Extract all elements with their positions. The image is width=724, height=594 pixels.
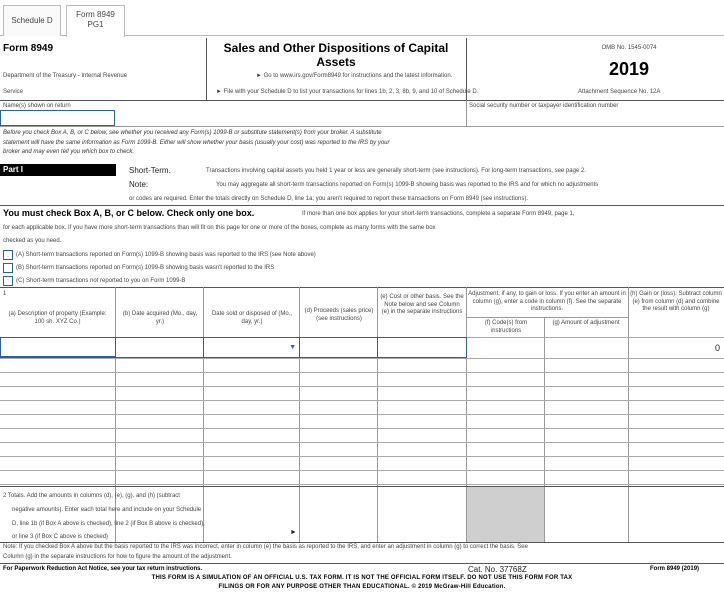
col-e-header: (e) Cost or other basis. See the Note below and see Column (e) in the separate instructions — [380, 294, 464, 315]
form-number: Form 8949 — [3, 43, 54, 54]
col-d-header: (d) Proceeds (sales price) (see instructions) — [304, 308, 374, 322]
form-footer-year: Form 8949 (2019) — [650, 566, 700, 572]
part-desc: Transactions involving capital assets you held 1 year or less are generally short-term (see instructions). For long-term transactions, see page 2. — [206, 168, 586, 174]
footnote-line-2: Column (g) in the separate instructions for how to figure the amount of the adjustment. — [3, 554, 232, 560]
date-acquired-input[interactable] — [115, 337, 204, 358]
box-c-label: (C) Short-term transactions not reported to you on Form 1099-B — [16, 278, 186, 284]
totals-line-2: negative amounts). Enter each total here and include on your Schedule — [12, 506, 202, 513]
chevron-down-icon[interactable]: ▼ — [289, 344, 296, 351]
tab-bar — [0, 0, 724, 36]
line-1-label: 1 — [3, 291, 7, 297]
adjustment-header: Adjustment, if any, to gain or loss. If you enter an amount in column (g), enter a code in column (f). See the separate instructions. — [468, 291, 626, 312]
note-line-1: You may aggregate all short-term transactions reported on Form(s) 1099-B showing basis was reported to the IRS and for which no adjustments — [216, 182, 599, 188]
intro-line-1: Before you check Box A, B, or C below, see whether you received any Form(s) 1099-B or substitute statement(s) from your broker. A substitute — [3, 130, 382, 136]
totals-line-4: or line 3 (if Box C above is checked) — [12, 534, 109, 541]
cost-basis-input[interactable] — [377, 337, 467, 358]
col-h-header: (h) Gain or (loss). Subtract column (e) from column (d) and combine the result with column (g) — [630, 291, 722, 312]
col-f-header: (f) Code(s) from instructions — [484, 320, 528, 334]
part-label-text: Part I — [3, 165, 24, 174]
col-g-header: (g) Amount of adjustment — [552, 320, 620, 326]
arrow-right-icon: ► — [290, 529, 297, 536]
file-text: File with your Schedule D to list your transactions for lines 1b, 2, 3, 8b, 9, and 10 of Schedule D. — [223, 89, 479, 95]
note-label: Note: — [129, 180, 149, 189]
name-label: Name(s) shown on return — [3, 103, 71, 109]
tab-form-8949-label: Form 8949 — [76, 10, 115, 19]
simulation-line-1: THIS FORM IS A SIMULATION OF AN OFFICIAL U.S. TAX FORM. IT IS NOT THE OFFICIAL FORM ITSELF. DO NOT USE THIS FORM FOR TAX — [151, 575, 573, 581]
box-a-label: (A) Short-term transactions reported on Form(s) 1099-B showing basis was reported to the IRS (see Note above) — [16, 252, 316, 258]
tab-form-8949-sub: PG1 — [87, 19, 104, 29]
totals-line-3: D, line 1b (if Box A above is checked), line 2 (if Box B above is checked), — [12, 520, 205, 527]
note-line-2: or codes are required. Enter the totals directly on Schedule D, line 1a; you aren't required to report these transactions on Form 8949 (see instructions). — [129, 196, 529, 202]
tab-form-8949[interactable] — [66, 5, 125, 37]
goto-text: Go to www.irs.gov/Form8949 for instructions and the latest information. — [263, 73, 453, 79]
omb-number: OMB No. 1545-0074 — [601, 45, 657, 51]
col-a-header: (a) Description of property (Example: 100 sh. XYZ Co.) — [8, 311, 107, 325]
tax-year: 2019 — [608, 59, 650, 79]
intro-text — [3, 129, 390, 158]
dept-treasury: Department of the Treasury - Internal Revenue — [3, 73, 128, 79]
tab-schedule-d[interactable] — [3, 5, 61, 36]
dept-service: Service — [3, 89, 24, 95]
tab-schedule-d-label: Schedule D — [11, 16, 53, 25]
totals-code-shaded — [467, 487, 544, 542]
part-label — [0, 164, 116, 176]
col-c-header: Date sold or disposed of (Mo., day, yr.) — [211, 311, 293, 325]
totals-text — [3, 490, 205, 545]
part-name: Short-Term. — [129, 166, 171, 175]
file-instructions — [216, 89, 478, 96]
box-b-label: (B) Short-term transactions reported on Form(s) 1099-B showing basis wasn't reported to the IRS — [16, 265, 275, 271]
arrow-right-icon: ► — [216, 89, 224, 95]
intro-line-3: broker and may even tell you which box to check. — [3, 149, 135, 156]
intro-line-2: statement will have the same information as Form 1099-B. Either will show whether your basis (usually your cost) was reported to the IRS by your — [3, 139, 390, 146]
name-input[interactable] — [0, 110, 115, 126]
attachment-seq: Attachment Sequence No. 12A — [578, 89, 661, 95]
box-c-checkbox[interactable] — [3, 276, 13, 286]
proceeds-input[interactable] — [299, 337, 378, 358]
col-b-header: (b) Date acquired (Mo., day, yr.) — [122, 311, 198, 325]
must-check: You must check Box A, B, or C below. Check only one box. — [3, 208, 255, 218]
goto-instructions — [256, 73, 452, 80]
footnote-line-1: Note: If you checked Box A above but the basis reported to the IRS was incorrect, enter in column (e) the basis as reported to the IRS, and enter an adjustment in column (g) to correct the basis. See — [3, 544, 528, 550]
box-b-checkbox[interactable] — [3, 263, 13, 273]
paperwork-notice: For Paperwork Reduction Act Notice, see your tax return instructions. — [3, 566, 203, 572]
must-check-line-2: for each applicable box. If you have more short-term transactions than will fit on this page for one or more of the boxes, complete as many forms with the same box — [3, 225, 436, 231]
box-a-checkbox[interactable] — [3, 250, 13, 260]
arrow-right-icon: ► — [256, 73, 264, 79]
must-check-right: If more than one box applies for your short-term transactions, complete a separate Form 8949, page 1, — [302, 211, 575, 217]
ssn-label: Social security number or taxpayer identification number — [469, 103, 619, 109]
date-sold-select[interactable] — [203, 337, 300, 358]
simulation-line-2: FILINGS OR FOR ANY PURPOSE OTHER THAN EDUCATIONAL. © 2019 McGraw-Hill Education. — [218, 584, 506, 590]
totals-line-1: 2 Totals. Add the amounts in columns (d), (e), (g), and (h) (subtract — [3, 493, 180, 499]
must-check-line-3: checked as you need. — [3, 238, 62, 244]
description-input[interactable] — [0, 337, 116, 358]
form-title: Sales and Other Dispositions of Capital Assets — [223, 41, 449, 69]
gain-loss-value: 0 — [714, 343, 720, 353]
cat-number: Cat. No. 37768Z — [468, 565, 527, 574]
